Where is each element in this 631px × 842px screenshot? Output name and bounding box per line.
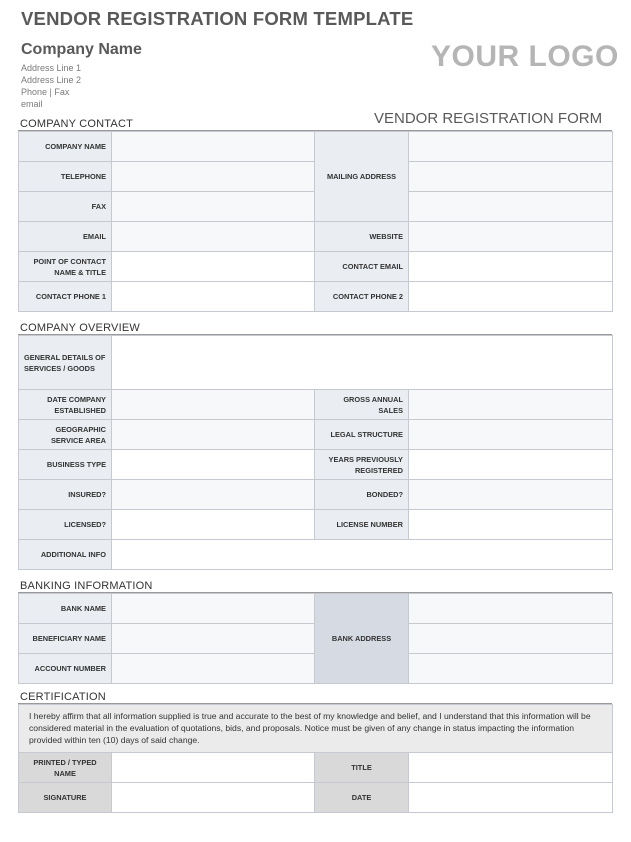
form-subtitle: VENDOR REGISTRATION FORM (374, 110, 603, 127)
phone-fax-line: Phone | Fax (21, 87, 70, 97)
bank-address-field-3[interactable] (409, 654, 613, 684)
insured-field[interactable] (112, 480, 315, 510)
licensed-field[interactable] (112, 510, 315, 540)
contact-phone-2-field[interactable] (409, 282, 613, 312)
company-name-heading: Company Name (21, 41, 142, 58)
address-line-1: Address Line 1 (21, 63, 82, 73)
label-general-details: GENERAL DETAILS OF SERVICES / GOODS (19, 336, 112, 390)
label-company-name: COMPANY NAME (19, 132, 112, 162)
company-contact-table (18, 131, 613, 312)
banking-table (18, 593, 613, 684)
label-date-established: DATE COMPANY ESTABLISHED (19, 390, 112, 420)
section-title-company-overview: COMPANY OVERVIEW (20, 322, 140, 334)
label-bonded: BONDED? (315, 480, 409, 510)
signature-field[interactable] (112, 783, 315, 813)
email-line: email (21, 99, 43, 109)
account-number-field[interactable] (112, 654, 315, 684)
label-contact-email: CONTACT EMAIL (315, 252, 409, 282)
label-signature: SIGNATURE (19, 783, 112, 813)
label-bank-address: BANK ADDRESS (315, 594, 409, 684)
legal-structure-field[interactable] (409, 420, 613, 450)
business-type-field[interactable] (112, 450, 315, 480)
additional-info-field[interactable] (112, 540, 613, 570)
address-line-2: Address Line 2 (21, 75, 82, 85)
label-fax: FAX (19, 192, 112, 222)
label-mailing-address: MAILING ADDRESS (315, 132, 409, 222)
telephone-field[interactable] (112, 162, 315, 192)
license-number-field[interactable] (409, 510, 613, 540)
label-business-type: BUSINESS TYPE (19, 450, 112, 480)
section-title-banking: BANKING INFORMATION (20, 580, 153, 592)
label-contact-phone-2: CONTACT PHONE 2 (315, 282, 409, 312)
website-field[interactable] (409, 222, 613, 252)
label-account-number: ACCOUNT NUMBER (19, 654, 112, 684)
mailing-address-field-3[interactable] (409, 192, 613, 222)
label-insured: INSURED? (19, 480, 112, 510)
certification-statement: I hereby affirm that all information supplied is true and accurate to the best of my knowledge and belief, and I understand that this information will be considered material in the evaluation of quotations, bids, and proposals. Notice must be given of any change in status impacting the information provided within ten (10) days of said change. (19, 705, 613, 753)
label-website: WEBSITE (315, 222, 409, 252)
gross-annual-sales-field[interactable] (409, 390, 613, 420)
mailing-address-field-2[interactable] (409, 162, 613, 192)
label-license-number: LICENSE NUMBER (315, 510, 409, 540)
date-established-field[interactable] (112, 390, 315, 420)
date-field[interactable] (409, 783, 613, 813)
label-printed-name: PRINTED / TYPED NAME (19, 753, 112, 783)
label-legal-structure: LEGAL STRUCTURE (315, 420, 409, 450)
label-additional-info: ADDITIONAL INFO (19, 540, 112, 570)
company-name-field[interactable] (112, 132, 315, 162)
email-field[interactable] (112, 222, 315, 252)
general-details-field[interactable] (112, 336, 613, 390)
certification-table (18, 704, 613, 813)
printed-name-field[interactable] (112, 753, 315, 783)
label-contact-phone-1: CONTACT PHONE 1 (19, 282, 112, 312)
label-geographic-area: GEOGRAPHIC SERVICE AREA (19, 420, 112, 450)
label-gross-annual-sales: GROSS ANNUAL SALES (315, 390, 409, 420)
label-bank-name: BANK NAME (19, 594, 112, 624)
label-years-registered: YEARS PREVIOUSLY REGISTERED (315, 450, 409, 480)
contact-email-field[interactable] (409, 252, 613, 282)
point-of-contact-field[interactable] (112, 252, 315, 282)
label-beneficiary-name: BENEFICIARY NAME (19, 624, 112, 654)
section-title-company-contact: COMPANY CONTACT (20, 118, 134, 130)
years-registered-field[interactable] (409, 450, 613, 480)
label-licensed: LICENSED? (19, 510, 112, 540)
logo-placeholder: YOUR LOGO (431, 40, 619, 73)
bank-address-field-2[interactable] (409, 624, 613, 654)
company-overview-table (18, 335, 613, 570)
fax-field[interactable] (112, 192, 315, 222)
mailing-address-field-1[interactable] (409, 132, 613, 162)
label-email: EMAIL (19, 222, 112, 252)
bank-name-field[interactable] (112, 594, 315, 624)
document-title: VENDOR REGISTRATION FORM TEMPLATE (21, 8, 414, 29)
label-telephone: TELEPHONE (19, 162, 112, 192)
label-date: DATE (315, 783, 409, 813)
contact-phone-1-field[interactable] (112, 282, 315, 312)
geographic-area-field[interactable] (112, 420, 315, 450)
title-field[interactable] (409, 753, 613, 783)
section-title-certification: CERTIFICATION (20, 691, 106, 703)
beneficiary-name-field[interactable] (112, 624, 315, 654)
bonded-field[interactable] (409, 480, 613, 510)
label-point-of-contact: POINT OF CONTACT NAME & TITLE (19, 252, 112, 282)
bank-address-field-1[interactable] (409, 594, 613, 624)
label-title: TITLE (315, 753, 409, 783)
